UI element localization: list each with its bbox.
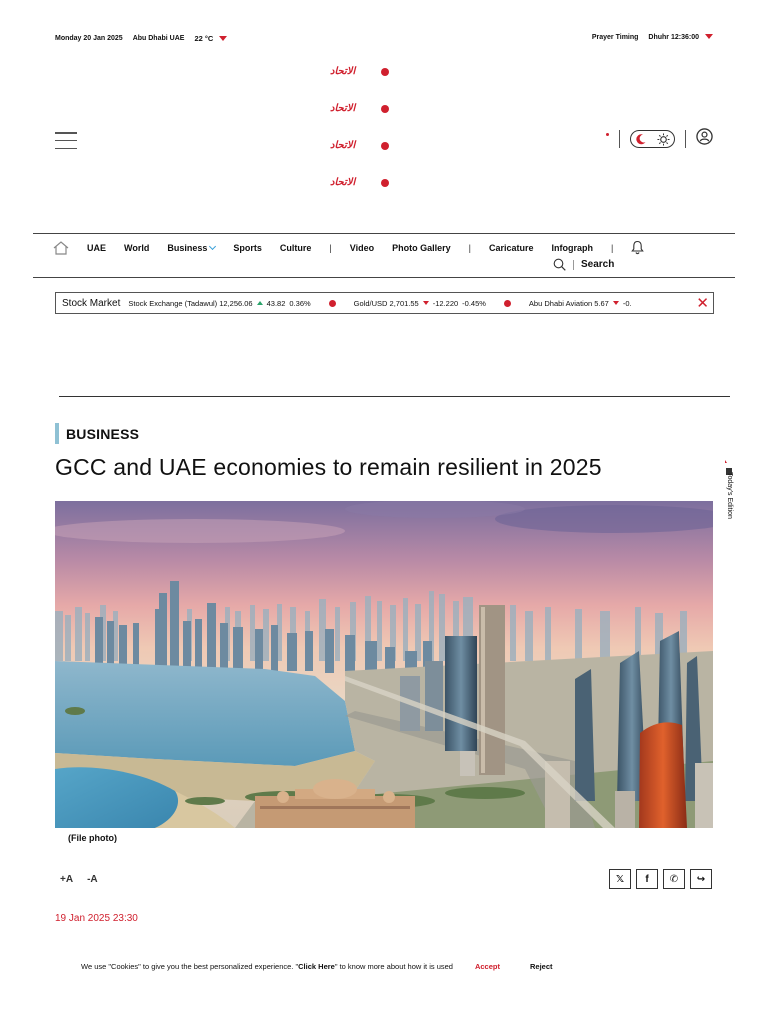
nav-item-business[interactable]	[167, 243, 215, 253]
menu-icon[interactable]	[55, 132, 77, 149]
divider	[573, 260, 574, 270]
nav-separator: |	[468, 242, 471, 253]
bell-icon[interactable]	[631, 240, 644, 255]
cookie-text-start: We use "Cookies" to give you the best personalized experience. "	[81, 962, 299, 971]
main-nav	[33, 233, 735, 278]
ticker-item-change: 43.82	[266, 298, 286, 308]
logo-link[interactable]	[330, 140, 389, 151]
top-bar	[55, 34, 713, 48]
forward-icon: ↪	[696, 873, 706, 885]
ticker-item-percent: -0.45%	[462, 298, 486, 308]
weather-dropdown[interactable]	[194, 34, 227, 43]
logo-dot-icon	[381, 105, 389, 113]
nav-item-video[interactable]: Video	[349, 242, 375, 253]
ticker-dot-icon	[329, 300, 336, 307]
article-image	[55, 501, 713, 828]
nav-item-infograph[interactable]: Infograph	[551, 242, 593, 253]
nav-separator: |	[610, 242, 614, 253]
header-controls	[606, 128, 713, 150]
logo-link[interactable]	[330, 103, 389, 114]
theme-toggle[interactable]	[630, 130, 675, 148]
ticker-item-name: Abu Dhabi Aviation 5.67	[528, 298, 609, 308]
logo: الاتحاد	[330, 177, 356, 188]
x-share-button[interactable]	[609, 869, 631, 889]
logo: الاتحاد	[330, 140, 356, 151]
x-icon: 𝕏	[615, 873, 625, 885]
ticker-item-percent: 0.36%	[289, 298, 311, 308]
logo: الاتحاد	[330, 66, 356, 77]
nav-item-world[interactable]: World	[124, 242, 150, 253]
prayer-dropdown[interactable]	[648, 34, 713, 41]
cookie-link[interactable]: Click Here	[298, 962, 335, 971]
chevron-down-icon	[219, 36, 227, 41]
chevron-down-icon	[209, 242, 216, 249]
share-bar	[609, 869, 712, 889]
nav-item-caricature[interactable]: Caricature	[488, 242, 534, 253]
article-date: 19 Jan 2025 23:30	[55, 913, 138, 924]
prayer-time: Dhuhr 12:36:00	[648, 34, 699, 41]
ticker-item-change: -0.	[622, 298, 632, 308]
search-label: Search	[581, 259, 615, 270]
facebook-share-button[interactable]	[636, 869, 658, 889]
whatsapp-icon: ✆	[669, 873, 679, 885]
logo-dot-icon	[381, 68, 389, 76]
logo: الاتحاد	[330, 103, 356, 114]
divider	[685, 130, 686, 148]
cookie-banner	[81, 962, 553, 971]
nav-item-sports[interactable]: Sports	[233, 242, 262, 253]
edition-label: Today's Edition	[726, 472, 733, 519]
reject-cookies-button[interactable]: Reject	[529, 962, 553, 971]
close-icon[interactable]: ✕	[693, 295, 709, 312]
divider	[619, 130, 620, 148]
cookie-text	[81, 962, 453, 971]
logo-dot-icon	[381, 142, 389, 150]
ticker-item[interactable]	[354, 299, 486, 308]
notification-dot-icon	[606, 133, 609, 136]
home-icon[interactable]	[53, 241, 69, 255]
todays-edition-tab[interactable]	[720, 460, 734, 530]
stock-ticker	[55, 292, 714, 314]
facebook-icon: f	[645, 873, 649, 885]
ticker-item-name: Gold/USD 2,701.55	[353, 298, 419, 308]
divider	[59, 396, 730, 397]
nav-item-uae[interactable]: UAE	[87, 242, 107, 253]
chevron-down-icon	[705, 34, 713, 39]
section-title: BUSINESS	[66, 425, 140, 442]
arrow-down-icon	[613, 301, 619, 305]
image-caption: (File photo)	[68, 833, 117, 843]
prayer-timing-label: Prayer Timing	[591, 34, 639, 41]
nav-item-label: Business	[167, 242, 208, 253]
forward-share-button[interactable]	[690, 869, 712, 889]
logo-link[interactable]	[330, 177, 389, 188]
logo-dot-icon	[381, 179, 389, 187]
article-headline: GCC and UAE economies to remain resilient in 2025	[55, 454, 602, 480]
accept-cookies-button[interactable]: Accept	[474, 962, 500, 971]
whatsapp-share-button[interactable]	[663, 869, 685, 889]
search-icon	[553, 258, 566, 271]
ticker-item[interactable]	[128, 299, 310, 308]
arrow-up-icon	[257, 301, 263, 305]
ticker-dot-icon	[504, 300, 511, 307]
arrow-down-icon	[423, 301, 429, 305]
section-label[interactable]	[55, 423, 139, 444]
search-button[interactable]	[553, 258, 614, 271]
increase-font-button[interactable]: +A	[60, 874, 74, 885]
section-accent	[55, 423, 59, 444]
font-size-controls	[60, 874, 98, 885]
nav-separator: |	[329, 242, 332, 253]
user-icon[interactable]	[696, 128, 713, 150]
current-date: Monday 20 Jan 2025	[55, 35, 123, 42]
ticker-item-name: Stock Exchange (Tadawul) 12,256.06	[128, 298, 253, 308]
logo-link[interactable]	[330, 66, 389, 77]
decrease-font-button[interactable]: -A	[87, 874, 98, 885]
sun-icon	[657, 133, 670, 146]
cookie-text-end: " to know more about how it is used	[334, 962, 453, 971]
moon-icon	[635, 133, 647, 145]
temperature: 22 °C	[194, 34, 214, 43]
nav-item-photo-gallery[interactable]: Photo Gallery	[392, 242, 451, 253]
ticker-label: Stock Market	[62, 297, 121, 309]
city-label: Abu Dhabi UAE	[132, 35, 185, 42]
nav-item-culture[interactable]: Culture	[279, 242, 312, 253]
ticker-item[interactable]	[529, 299, 632, 308]
ticker-item-change: -12.220	[432, 298, 459, 308]
